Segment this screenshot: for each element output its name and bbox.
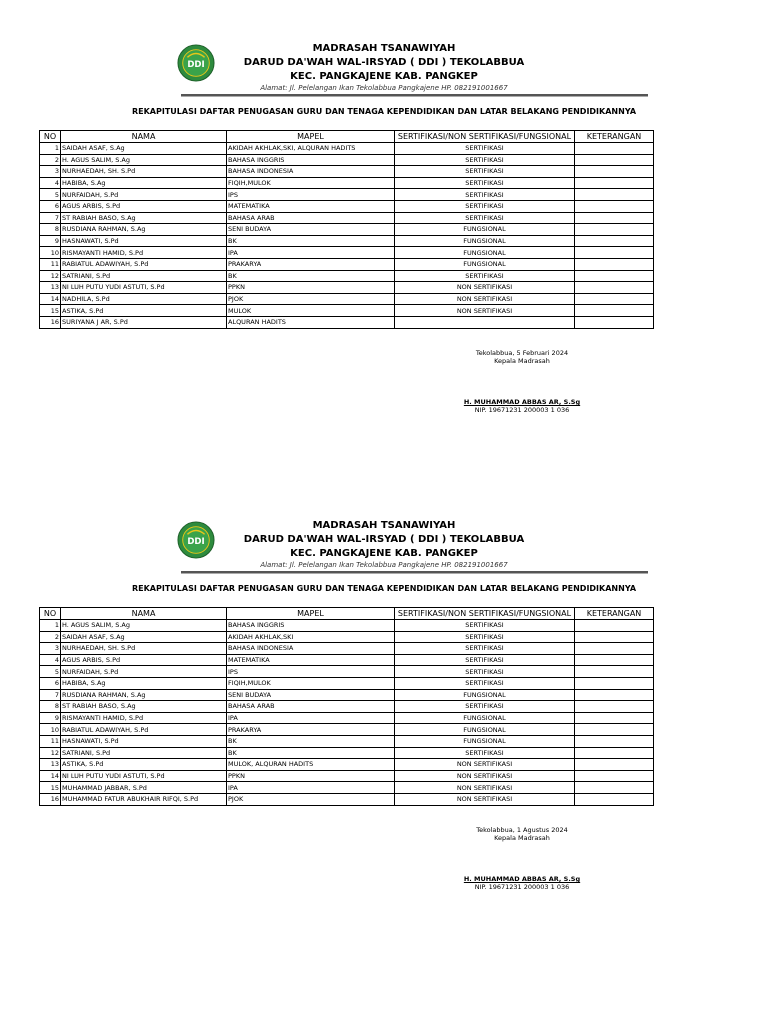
table-row (40, 200, 654, 212)
cell-keterangan (575, 224, 654, 236)
cell-status: FUNGSIONAL (395, 724, 575, 736)
cell-mapel: IPS (227, 666, 395, 678)
cell-nama: H. AGUS SALIM, S.Ag (61, 620, 227, 632)
col-header-keterangan: KETERANGAN (575, 131, 654, 143)
cell-status: SERTIFIKASI (395, 200, 575, 212)
cell-nama: ST RABIAH BASO, S.Ag (61, 701, 227, 713)
cell-nama: SATRIANI, S.Pd (61, 747, 227, 759)
cell-keterangan (575, 782, 654, 794)
school-type: MADRASAH TSANAWIYAH (312, 43, 456, 54)
cell-mapel: IPA (227, 247, 395, 259)
cell-nama: H. AGUS SALIM, S.Ag (61, 154, 227, 166)
cell-no: 4 (40, 177, 61, 189)
table-row (40, 620, 654, 632)
col-header-keterangan: KETERANGAN (575, 608, 654, 620)
cell-no: 16 (40, 316, 61, 328)
cell-mapel: BK (227, 735, 395, 747)
cell-status: SERTIFIKASI (395, 631, 575, 643)
cell-nama: AGUS ARBIS, S.Pd (61, 200, 227, 212)
cell-keterangan (575, 735, 654, 747)
teacher-table (39, 130, 654, 329)
cell-status: NON SERTIFIKASI (395, 305, 575, 317)
table-row (40, 224, 654, 236)
cell-mapel: MATEMATIKA (227, 200, 395, 212)
cell-mapel: MULOK, ALQURAN HADITS (227, 759, 395, 771)
cell-mapel: BK (227, 235, 395, 247)
cell-keterangan (575, 689, 654, 701)
table-row (40, 654, 654, 666)
cell-status: SERTIFIKASI (395, 166, 575, 178)
table-row (40, 631, 654, 643)
cell-keterangan (575, 677, 654, 689)
cell-no: 16 (40, 793, 61, 805)
cell-nama: HASNAWATI, S.Pd (61, 235, 227, 247)
cell-mapel: BAHASA INGGRIS (227, 154, 395, 166)
cell-status: SERTIFIKASI (395, 620, 575, 632)
cell-nama: ASTIKA, S.Pd (61, 305, 227, 317)
signature-name: H. MUHAMMAD ABBAS AR, S.Sg (463, 875, 581, 883)
signature-nip: NIP. 19671231 200003 1 036 (474, 406, 570, 414)
cell-mapel: BAHASA ARAB (227, 212, 395, 224)
cell-keterangan (575, 666, 654, 678)
table-body (40, 620, 654, 806)
table-row (40, 143, 654, 155)
cell-status: FUNGSIONAL (395, 735, 575, 747)
table-row (40, 712, 654, 724)
cell-keterangan (575, 247, 654, 259)
cell-status: NON SERTIFIKASI (395, 293, 575, 305)
cell-keterangan (575, 620, 654, 632)
cell-no: 2 (40, 631, 61, 643)
school-district: KEC. PANGKAJENE KAB. PANGKEP (290, 548, 478, 559)
cell-nama: NURHAEDAH, SH. S.Pd (61, 166, 227, 178)
cell-nama: NADHILA, S.Pd (61, 293, 227, 305)
cell-keterangan (575, 143, 654, 155)
col-header-no: NO (40, 608, 61, 620)
cell-no: 8 (40, 701, 61, 713)
cell-no: 10 (40, 247, 61, 259)
cell-no: 14 (40, 770, 61, 782)
signature-role: Kepala Madrasah (494, 834, 550, 842)
cell-status: SERTIFIKASI (395, 747, 575, 759)
teacher-table (39, 607, 654, 806)
cell-mapel: PRAKARYA (227, 724, 395, 736)
table-row (40, 270, 654, 282)
cell-keterangan (575, 793, 654, 805)
cell-mapel: AKIDAH AKHLAK,SKI (227, 631, 395, 643)
table-header-row (40, 608, 654, 620)
cell-nama: RISMAYANTI HAMID, S.Pd (61, 712, 227, 724)
cell-keterangan (575, 177, 654, 189)
cell-status: SERTIFIKASI (395, 143, 575, 155)
cell-status: SERTIFIKASI (395, 677, 575, 689)
table-row (40, 782, 654, 794)
cell-nama: HABIBA, S.Ag (61, 677, 227, 689)
cell-status: NON SERTIFIKASI (395, 793, 575, 805)
cell-no: 15 (40, 782, 61, 794)
cell-no: 5 (40, 189, 61, 201)
cell-status: SERTIFIKASI (395, 666, 575, 678)
table-row (40, 747, 654, 759)
cell-keterangan (575, 701, 654, 713)
col-header-mapel: MAPEL (227, 131, 395, 143)
cell-keterangan (575, 200, 654, 212)
signature-date: Tekolabbua, 5 Februari 2024 (475, 349, 569, 357)
table-row (40, 689, 654, 701)
signature-nip: NIP. 19671231 200003 1 036 (474, 883, 570, 891)
cell-nama: HABIBA, S.Ag (61, 177, 227, 189)
cell-no: 6 (40, 200, 61, 212)
cell-status: SERTIFIKASI (395, 212, 575, 224)
cell-nama: SAIDAH ASAF, S.Ag (61, 631, 227, 643)
table-row (40, 724, 654, 736)
report-title: REKAPITULASI DAFTAR PENUGASAN GURU DAN TENAGA KEPENDIDIKAN DAN LATAR BELAKANG PENDIDIKANNYA (131, 584, 637, 593)
cell-no: 15 (40, 305, 61, 317)
cell-nama: RUSDIANA RAHMAN, S.Ag (61, 224, 227, 236)
cell-keterangan (575, 270, 654, 282)
cell-nama: NURFAIDAH, S.Pd (61, 666, 227, 678)
table-row (40, 305, 654, 317)
col-header-nama: NAMA (61, 131, 227, 143)
school-type: MADRASAH TSANAWIYAH (312, 520, 456, 531)
cell-nama: SAIDAH ASAF, S.Ag (61, 143, 227, 155)
cell-mapel: MATEMATIKA (227, 654, 395, 666)
cell-status: SERTIFIKASI (395, 654, 575, 666)
cell-keterangan (575, 212, 654, 224)
cell-mapel: IPS (227, 189, 395, 201)
cell-no: 1 (40, 143, 61, 155)
table-row (40, 677, 654, 689)
cell-no: 5 (40, 666, 61, 678)
cell-no: 7 (40, 689, 61, 701)
table-row (40, 701, 654, 713)
cell-no: 7 (40, 212, 61, 224)
cell-nama: RABIATUL ADAWIYAH, S.Pd (61, 724, 227, 736)
cell-mapel: MULOK (227, 305, 395, 317)
cell-nama: NURHAEDAH, SH. S.Pd (61, 643, 227, 655)
cell-mapel: AKIDAH AKHLAK,SKI, ALQURAN HADITS (227, 143, 395, 155)
cell-no: 11 (40, 735, 61, 747)
col-header-no: NO (40, 131, 61, 143)
cell-nama: ST RABIAH BASO, S.Ag (61, 212, 227, 224)
cell-mapel: PJOK (227, 293, 395, 305)
cell-mapel: IPA (227, 712, 395, 724)
cell-no: 13 (40, 282, 61, 294)
col-header-mapel: MAPEL (227, 608, 395, 620)
cell-no: 13 (40, 759, 61, 771)
cell-no: 6 (40, 677, 61, 689)
logo-text: DDI (187, 536, 205, 547)
table-row (40, 235, 654, 247)
cell-status: FUNGSIONAL (395, 247, 575, 259)
table-row (40, 316, 654, 328)
cell-keterangan (575, 258, 654, 270)
cell-keterangan (575, 770, 654, 782)
cell-nama: MUHAMMAD JABBAR, S.Pd (61, 782, 227, 794)
cell-nama: RISMAYANTI HAMID, S.Pd (61, 247, 227, 259)
cell-nama: NI LUH PUTU YUDI ASTUTI, S.Pd (61, 770, 227, 782)
cell-mapel: BAHASA INDONESIA (227, 643, 395, 655)
table-row (40, 212, 654, 224)
table-row (40, 189, 654, 201)
cell-status: NON SERTIFIKASI (395, 282, 575, 294)
cell-nama: ASTIKA, S.Pd (61, 759, 227, 771)
cell-no: 9 (40, 235, 61, 247)
cell-status: FUNGSIONAL (395, 689, 575, 701)
cell-status: NON SERTIFIKASI (395, 782, 575, 794)
cell-status (395, 316, 575, 328)
cell-keterangan (575, 643, 654, 655)
cell-mapel: ALQURAN HADITS (227, 316, 395, 328)
cell-no: 1 (40, 620, 61, 632)
school-name: DARUD DA'WAH WAL-IRSYAD ( DDI ) TEKOLABBUA (243, 57, 525, 68)
cell-no: 2 (40, 154, 61, 166)
cell-status: SERTIFIKASI (395, 270, 575, 282)
cell-nama: HASNAWATI, S.Pd (61, 735, 227, 747)
cell-keterangan (575, 305, 654, 317)
cell-status: SERTIFIKASI (395, 701, 575, 713)
school-address: Alamat: Jl. Pelelangan Ikan Tekolabbua Pangkajene HP. 082191001667 (260, 561, 508, 569)
cell-status: FUNGSIONAL (395, 258, 575, 270)
report-title: REKAPITULASI DAFTAR PENUGASAN GURU DAN TENAGA KEPENDIDIKAN DAN LATAR BELAKANG PENDIDIKANNYA (131, 107, 637, 116)
cell-nama: MUHAMMAD FATUR ABUKHAIR RIFQI, S.Pd (61, 793, 227, 805)
cell-mapel: BK (227, 270, 395, 282)
cell-keterangan (575, 235, 654, 247)
cell-mapel: BAHASA ARAB (227, 701, 395, 713)
cell-status: FUNGSIONAL (395, 235, 575, 247)
table-header-row (40, 131, 654, 143)
header-rule (181, 94, 648, 97)
cell-no: 14 (40, 293, 61, 305)
table-row (40, 258, 654, 270)
cell-mapel: PPKN (227, 770, 395, 782)
header-rule (181, 571, 648, 574)
cell-nama: RUSDIANA RAHMAN, S.Ag (61, 689, 227, 701)
cell-mapel: PJOK (227, 793, 395, 805)
table-row (40, 247, 654, 259)
col-header-status: SERTIFIKASI/NON SERTIFIKASI/FUNGSIONAL (395, 608, 575, 620)
cell-status: SERTIFIKASI (395, 643, 575, 655)
school-address: Alamat: Jl. Pelelangan Ikan Tekolabbua Pangkajene HP. 082191001667 (260, 84, 508, 92)
col-header-nama: NAMA (61, 608, 227, 620)
cell-nama: NURFAIDAH, S.Pd (61, 189, 227, 201)
cell-no: 3 (40, 643, 61, 655)
cell-keterangan (575, 631, 654, 643)
table-row (40, 666, 654, 678)
cell-mapel: PRAKARYA (227, 258, 395, 270)
cell-keterangan (575, 712, 654, 724)
cell-mapel: FIQIH,MULOK (227, 177, 395, 189)
cell-keterangan (575, 282, 654, 294)
cell-mapel: SENI BUDAYA (227, 224, 395, 236)
cell-no: 4 (40, 654, 61, 666)
cell-nama: AGUS ARBIS, S.Pd (61, 654, 227, 666)
signature-name: H. MUHAMMAD ABBAS AR, S.Sg (463, 398, 581, 406)
cell-status: FUNGSIONAL (395, 224, 575, 236)
logo-text: DDI (187, 59, 205, 70)
cell-nama: RABIATUL ADAWIYAH, S.Pd (61, 258, 227, 270)
school-name: DARUD DA'WAH WAL-IRSYAD ( DDI ) TEKOLABBUA (243, 534, 525, 545)
table-row (40, 759, 654, 771)
cell-status: NON SERTIFIKASI (395, 759, 575, 771)
table-row (40, 793, 654, 805)
cell-status: SERTIFIKASI (395, 189, 575, 201)
cell-mapel: BAHASA INDONESIA (227, 166, 395, 178)
cell-mapel: IPA (227, 782, 395, 794)
cell-status: NON SERTIFIKASI (395, 770, 575, 782)
table-row (40, 282, 654, 294)
cell-no: 12 (40, 747, 61, 759)
signature-role: Kepala Madrasah (494, 357, 550, 365)
cell-no: 11 (40, 258, 61, 270)
school-district: KEC. PANGKAJENE KAB. PANGKEP (290, 71, 478, 82)
cell-mapel: FIQIH,MULOK (227, 677, 395, 689)
document-section-1 (0, 36, 768, 506)
col-header-status: SERTIFIKASI/NON SERTIFIKASI/FUNGSIONAL (395, 131, 575, 143)
cell-keterangan (575, 166, 654, 178)
cell-mapel: PPKN (227, 282, 395, 294)
cell-no: 10 (40, 724, 61, 736)
cell-keterangan (575, 154, 654, 166)
cell-nama: SURIYANA J AR, S.Pd (61, 316, 227, 328)
table-row (40, 293, 654, 305)
cell-keterangan (575, 316, 654, 328)
cell-no: 3 (40, 166, 61, 178)
cell-mapel: SENI BUDAYA (227, 689, 395, 701)
cell-no: 12 (40, 270, 61, 282)
table-row (40, 735, 654, 747)
cell-no: 9 (40, 712, 61, 724)
cell-mapel: BK (227, 747, 395, 759)
cell-keterangan (575, 759, 654, 771)
cell-nama: NI LUH PUTU YUDI ASTUTI, S.Pd (61, 282, 227, 294)
cell-keterangan (575, 189, 654, 201)
table-row (40, 177, 654, 189)
cell-keterangan (575, 654, 654, 666)
table-row (40, 154, 654, 166)
cell-status: SERTIFIKASI (395, 177, 575, 189)
table-body (40, 143, 654, 329)
cell-keterangan (575, 724, 654, 736)
cell-no: 8 (40, 224, 61, 236)
cell-nama: SATRIANI, S.Pd (61, 270, 227, 282)
document-section-2 (0, 513, 768, 983)
cell-keterangan (575, 747, 654, 759)
cell-status: FUNGSIONAL (395, 712, 575, 724)
cell-mapel: BAHASA INGGRIS (227, 620, 395, 632)
table-row (40, 643, 654, 655)
cell-status: SERTIFIKASI (395, 154, 575, 166)
table-row (40, 166, 654, 178)
cell-keterangan (575, 293, 654, 305)
signature-date: Tekolabbua, 1 Agustus 2024 (476, 826, 568, 834)
table-row (40, 770, 654, 782)
